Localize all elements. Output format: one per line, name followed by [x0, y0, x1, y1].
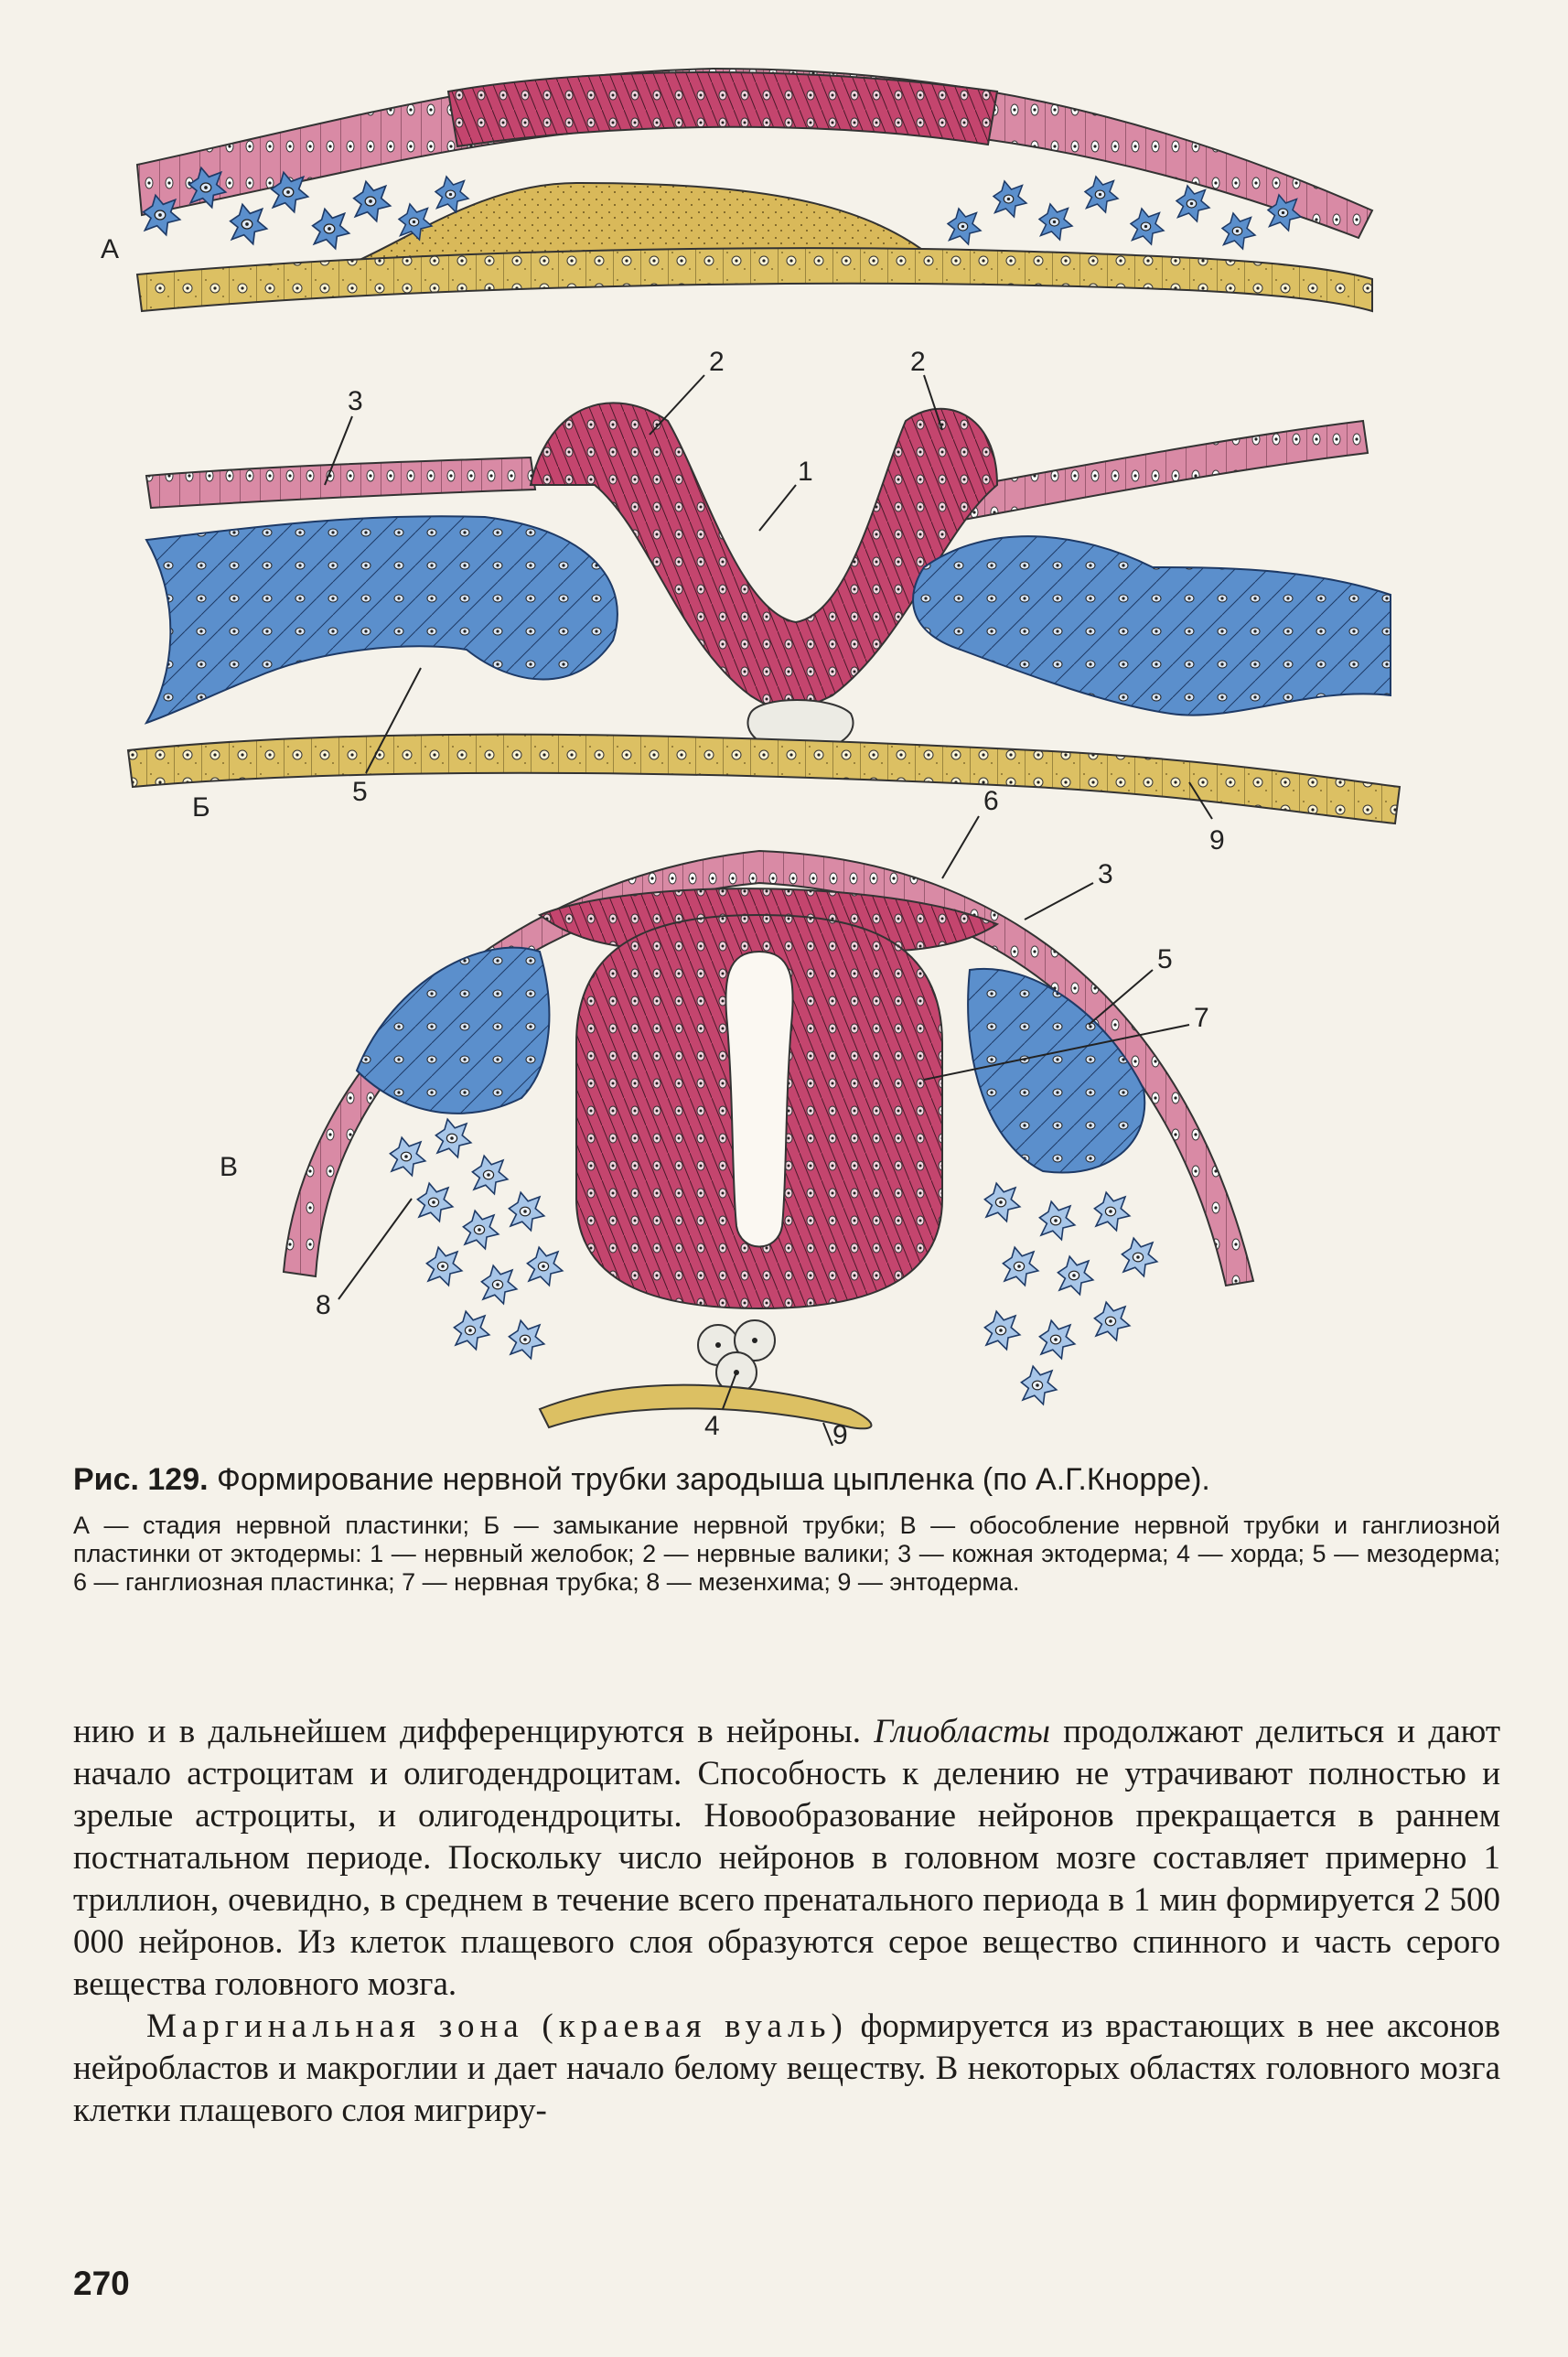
label-6-c: 6 [983, 786, 999, 816]
stage-b-mesoderm-left [146, 516, 618, 723]
label-5-b: 5 [352, 777, 368, 807]
figure-legend: А — стадия нервной пластинки; Б — замыкание нервной трубки; В — обособление нервной трубки и ганглиозной пластинки от эктодермы: 1 — нервный желобок; 2 — нервные валики; 3 — кожная эктодерма; 4 — хорда; 5 — мезодерма; 6 — ганглиозная пластинка; 7 — нервная трубка; 8 — мезенхима; 9 — энтодерма. [73, 1512, 1500, 1596]
figure-title: Формирование нервной трубки зародыша цыпленка (по А.Г.Кнорре). [217, 1462, 1210, 1497]
stage-b-neural-groove [531, 403, 997, 709]
glioblasts-term: Глиобласты [874, 1713, 1050, 1750]
label-2b-b: 2 [910, 347, 926, 377]
stage-c [220, 786, 1253, 1450]
label-5-c: 5 [1157, 944, 1173, 974]
stage-b [128, 347, 1400, 856]
neural-tube-figure [101, 55, 1473, 1450]
figure-svg [101, 55, 1473, 1450]
stage-a [101, 69, 1372, 311]
stage-a-label: А [101, 234, 120, 264]
stage-c-notochord [698, 1320, 775, 1393]
stage-c-mesoderm-left [357, 948, 549, 1114]
stage-b-label: Б [192, 792, 210, 823]
stage-b-endoderm [128, 735, 1400, 823]
paragraph-2 [73, 2006, 1500, 2132]
figure-number: Рис. 129. [73, 1462, 209, 1497]
marginal-zone-term: Маргинальная зона (краевая вуаль) [146, 2007, 848, 2045]
stage-a-neural-plate [448, 72, 997, 146]
label-9-c: 9 [832, 1420, 848, 1450]
page-number: 270 [73, 2265, 130, 2302]
stage-c-label: В [220, 1152, 239, 1182]
figure-caption-title [73, 1462, 1500, 1498]
paragraph-1-end: продолжают делиться и дают начало астроцитам и олигодендроцитам. Способность к делению не утрачивают полностью и зрелые астроциты, и олигодендроциты. Новообразование нейронов прекращается в раннем постнатальном периоде. Поскольку число нейронов в головном мозге составляет примерно 1 триллион, очевидно, в среднем в течение всего пренатального периода в 1 мин формируется 2 500 000 нейронов. Из клеток плащевого слоя образуются серое вещество спинного и часть серого вещества головного мозга. [73, 1713, 1500, 2003]
label-8-c: 8 [316, 1290, 331, 1320]
stage-b-ectoderm-left [146, 457, 535, 508]
label-4-c: 4 [704, 1411, 720, 1441]
label-2a-b: 2 [709, 347, 725, 377]
label-3-b: 3 [348, 386, 363, 416]
stage-a-endoderm [137, 248, 1372, 311]
paragraph-2-rest: формируется из врастающих в нее аксонов нейробластов и макроглии и дает начало белому веществу. В некоторых областях головного мозга клетки плащевого слоя мигриру- [73, 2007, 1500, 2129]
paragraph-1 [73, 1711, 1500, 2006]
label-9-b: 9 [1209, 825, 1225, 856]
stage-b-mesoderm-right [913, 536, 1391, 715]
stage-c-neural-canal [725, 952, 792, 1247]
label-7-c: 7 [1194, 1003, 1209, 1033]
label-1-b: 1 [798, 457, 813, 487]
body-text [73, 1711, 1500, 2132]
paragraph-1-start: нию и в дальнейшем дифференцируются в нейроны. [73, 1713, 875, 1750]
label-3-c: 3 [1098, 859, 1113, 889]
